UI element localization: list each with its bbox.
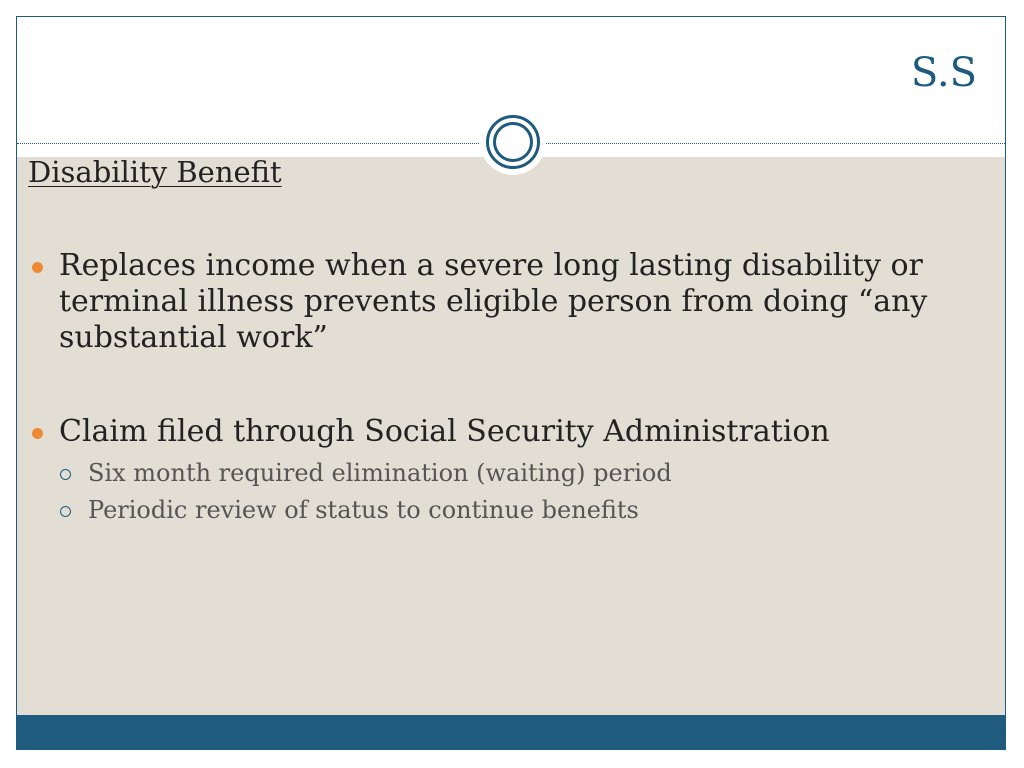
ornament-inner-ring [493, 122, 533, 162]
filled-circle-bullet-icon [32, 262, 43, 273]
hollow-circle-bullet-icon [60, 506, 71, 517]
footer-bar [17, 715, 1005, 749]
double-ring-ornament-icon [480, 109, 546, 175]
slide-title: S.S [910, 50, 977, 96]
section-heading: Disability Benefit [28, 155, 282, 189]
slide [16, 16, 1006, 750]
bullet-text: Claim filed through Social Security Administration [59, 414, 830, 449]
hollow-circle-bullet-icon [60, 469, 71, 480]
ornament-outer-ring [486, 115, 540, 169]
bullet-text: Replaces income when a severe long lasting disability or terminal illness prevents eligible person from doing “any substantial work” [59, 248, 928, 355]
sub-bullet-text: Periodic review of status to continue benefits [88, 496, 639, 524]
filled-circle-bullet-icon [32, 428, 43, 439]
sub-bullet-text: Six month required elimination (waiting) period [88, 459, 672, 487]
